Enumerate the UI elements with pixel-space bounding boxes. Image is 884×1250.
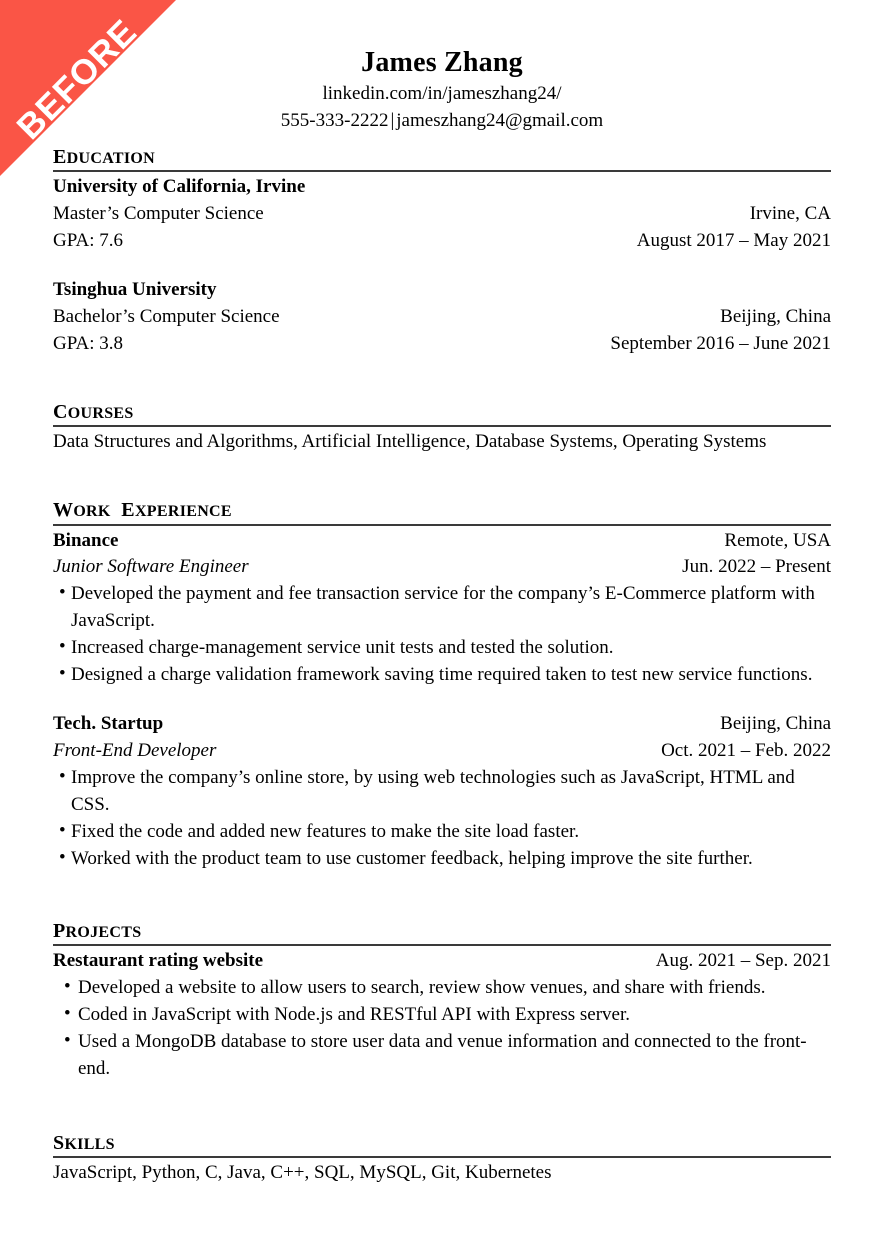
ribbon-label: BEFORE bbox=[9, 12, 145, 147]
section-courses bbox=[53, 402, 831, 456]
section-title-projects bbox=[53, 921, 831, 946]
education-entry-row-1 bbox=[53, 174, 831, 201]
work-entry-row-2 bbox=[53, 738, 831, 765]
list-item: • Worked with the product team to use customer feedback, helping improve the site further. bbox=[53, 846, 831, 873]
education-gpa: GPA: 7.6 bbox=[53, 230, 124, 252]
education-institution: University of California, Irvine bbox=[53, 176, 306, 198]
education-location: Beijing, China bbox=[720, 306, 831, 328]
section-title-skills-initial: S bbox=[53, 1132, 65, 1155]
list-item: • Developed a website to allow users to search, review show venues, and share with friends. bbox=[53, 975, 831, 1002]
education-degree: Master’s Computer Science bbox=[53, 203, 264, 225]
education-entry-row-3 bbox=[53, 331, 831, 358]
project-entry bbox=[53, 948, 831, 1083]
section-title-education bbox=[53, 147, 831, 172]
skills-list: JavaScript, Python, C, Java, C++, SQL, MySQL, Git, Kubernetes bbox=[53, 1162, 552, 1184]
section-title-experience-initial: E bbox=[121, 499, 135, 522]
list-item: • Improve the company’s online store, by using web technologies such as JavaScript, HTML and CSS. bbox=[53, 765, 831, 819]
resume-header bbox=[53, 48, 831, 135]
work-entry-row-1 bbox=[53, 528, 831, 555]
contact-separator: | bbox=[390, 110, 395, 132]
education-entry-row-1 bbox=[53, 277, 831, 304]
courses-list: Data Structures and Algorithms, Artificial Intelligence, Database Systems, Operating Systems bbox=[53, 431, 767, 453]
section-title-education-initial: E bbox=[53, 146, 67, 169]
education-entry bbox=[53, 277, 831, 358]
project-dates: Aug. 2021 – Sep. 2021 bbox=[655, 950, 831, 972]
contact-line bbox=[53, 108, 831, 135]
section-work-experience bbox=[53, 500, 831, 873]
work-location: Beijing, China bbox=[720, 713, 831, 735]
section-title-projects-rest: ROJECTS bbox=[65, 924, 142, 942]
education-entry bbox=[53, 174, 831, 255]
contact-email[interactable]: jameszhang24@gmail.com bbox=[396, 110, 604, 132]
education-degree: Bachelor’s Computer Science bbox=[53, 306, 280, 328]
work-entry bbox=[53, 528, 831, 690]
list-item: • Used a MongoDB database to store user data and venue information and connected to the front-end. bbox=[53, 1029, 831, 1083]
education-entry-row-2 bbox=[53, 304, 831, 331]
section-title-education-rest: DUCATION bbox=[66, 150, 155, 168]
work-bullet-list bbox=[53, 765, 831, 873]
project-entry-row-1 bbox=[53, 948, 831, 975]
work-bullet-list bbox=[53, 581, 831, 689]
section-title-work-rest: ORK bbox=[73, 503, 111, 521]
work-location: Remote, USA bbox=[724, 529, 831, 551]
section-title-skills-rest: KILLS bbox=[64, 1136, 115, 1154]
education-entry-row-2 bbox=[53, 201, 831, 228]
project-name: Restaurant rating website bbox=[53, 950, 264, 972]
work-role: Front-End Developer bbox=[53, 740, 217, 762]
education-location: Irvine, CA bbox=[749, 203, 831, 225]
contact-phone: 555-333-2222 bbox=[280, 110, 389, 132]
list-item: • Designed a charge validation framework saving time required taken to test new service functions. bbox=[53, 662, 831, 689]
education-entry-row-3 bbox=[53, 228, 831, 255]
work-role: Junior Software Engineer bbox=[53, 556, 249, 578]
section-education bbox=[53, 147, 831, 358]
project-bullet-list bbox=[53, 975, 831, 1083]
contact-linkedin[interactable]: linkedin.com/in/jameszhang24/ bbox=[322, 83, 562, 105]
section-title-projects-initial: P bbox=[53, 920, 66, 943]
education-dates: September 2016 – June 2021 bbox=[610, 333, 831, 355]
section-title-courses-initial: C bbox=[53, 401, 68, 424]
candidate-name: James Zhang bbox=[361, 47, 523, 78]
section-skills bbox=[53, 1133, 831, 1187]
list-item: • Coded in JavaScript with Node.js and RESTful API with Express server. bbox=[53, 1002, 831, 1029]
work-entry-row-2 bbox=[53, 554, 831, 581]
education-dates: August 2017 – May 2021 bbox=[636, 230, 831, 252]
list-item: • Fixed the code and added new features to make the site load faster. bbox=[53, 819, 831, 846]
section-title-work-experience bbox=[53, 500, 831, 525]
work-company: Binance bbox=[53, 529, 119, 551]
list-item: • Increased charge-management service unit tests and tested the solution. bbox=[53, 635, 831, 662]
work-dates: Oct. 2021 – Feb. 2022 bbox=[661, 740, 831, 762]
section-title-courses bbox=[53, 402, 831, 427]
section-title-courses-rest: OURSES bbox=[67, 405, 134, 423]
section-title-skills bbox=[53, 1133, 831, 1158]
resume-content bbox=[53, 0, 831, 1187]
work-company: Tech. Startup bbox=[53, 713, 164, 735]
work-entry bbox=[53, 711, 831, 873]
education-gpa: GPA: 3.8 bbox=[53, 333, 124, 355]
section-title-experience-rest: XPERIENCE bbox=[134, 503, 232, 521]
work-entry-row-1 bbox=[53, 711, 831, 738]
list-item: • Developed the payment and fee transaction service for the company’s E-Commerce platform with JavaScript. bbox=[53, 581, 831, 635]
work-dates: Jun. 2022 – Present bbox=[682, 556, 831, 578]
section-title-work-initial: W bbox=[53, 499, 74, 522]
education-institution: Tsinghua University bbox=[53, 279, 217, 301]
section-projects bbox=[53, 921, 831, 1083]
